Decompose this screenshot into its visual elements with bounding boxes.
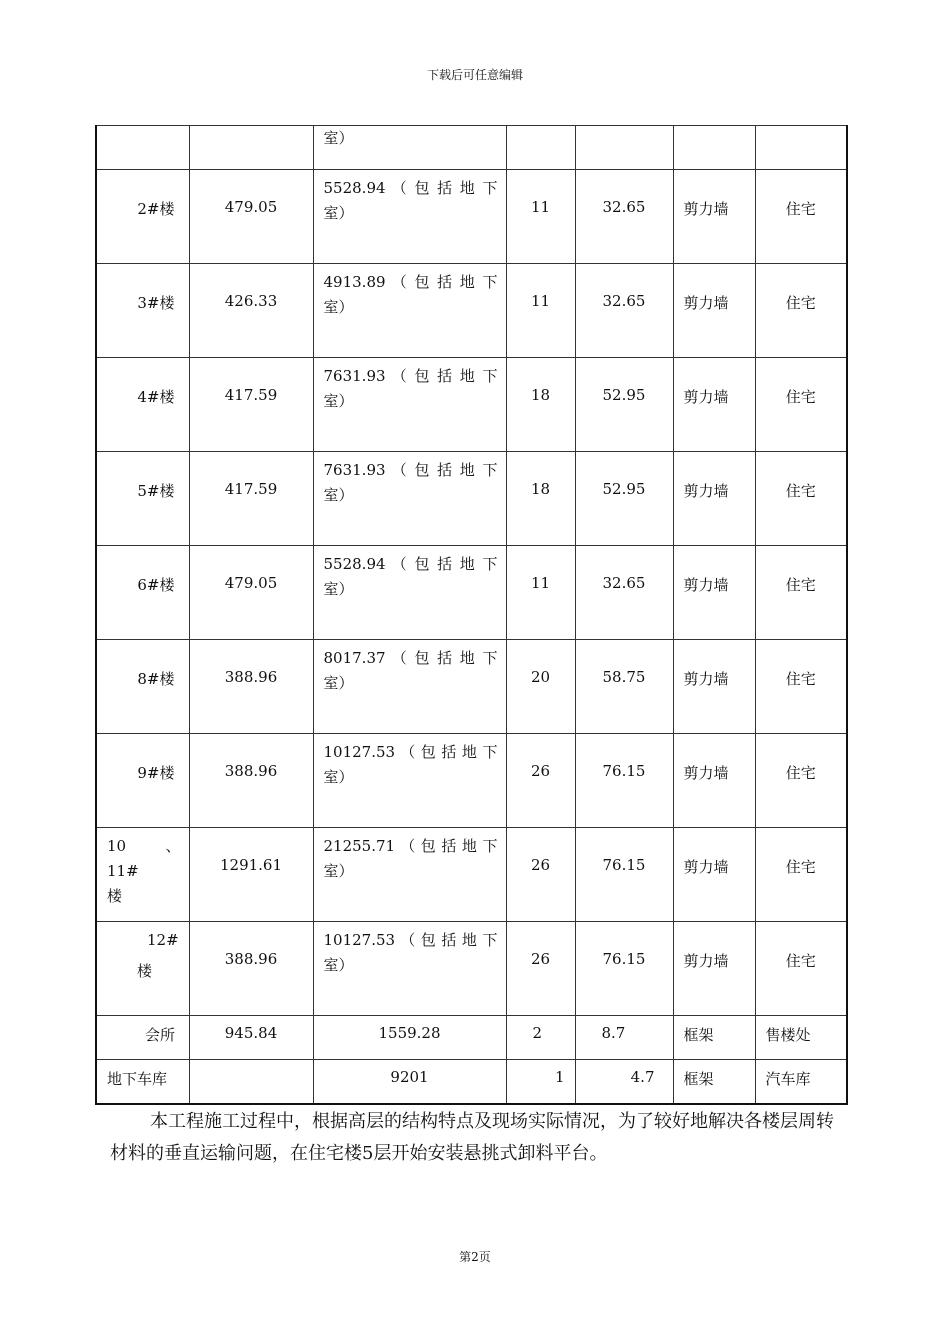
cell-use: 住宅 [785, 858, 816, 876]
cell-floors: 18 [530, 386, 551, 404]
cell-floors: 2 [532, 1024, 543, 1042]
cell-structure: 框架 [683, 1026, 714, 1044]
cell-height: 76.15 [602, 762, 646, 780]
cell-structure: 剪力墙 [683, 388, 729, 406]
cell-base-area: 945.84 [224, 1024, 278, 1042]
cell-height: 52.95 [602, 480, 646, 498]
cell-total-area [314, 734, 506, 790]
cell-use: 住宅 [785, 482, 816, 500]
table-row [96, 264, 847, 358]
cell-height: 32.65 [602, 292, 646, 310]
cell-building: 会所 [145, 1026, 176, 1044]
cell-floors: 11 [530, 574, 551, 592]
cell-total-area [314, 358, 506, 414]
cell-height: 32.65 [602, 198, 646, 216]
cell-total-area [314, 546, 506, 602]
cell-structure: 剪力墙 [683, 670, 729, 688]
cell-structure: 剪力墙 [683, 952, 729, 970]
cell-total-area [314, 264, 506, 320]
cell-base-area: 388.96 [224, 762, 278, 780]
table-row [96, 828, 847, 922]
name-line: 楼 [107, 887, 123, 905]
page-header: 下载后可任意编辑 [426, 68, 523, 82]
cell-use: 住宅 [785, 764, 816, 782]
cell-structure: 剪力墙 [683, 764, 729, 782]
page-footer: 第2页 [459, 1250, 491, 1264]
cell-building: 8#楼 [137, 670, 175, 688]
cell-base-area: 388.96 [224, 950, 278, 968]
cell-building: 地下车库 [107, 1070, 168, 1088]
area-line: 5528.94 （ 包 括 地 下 [323, 179, 498, 197]
cell-floors: 26 [530, 950, 551, 968]
table-row [96, 170, 847, 264]
cell-building: 5#楼 [137, 482, 175, 500]
area-line: 室） [323, 298, 354, 316]
cell-building [97, 922, 189, 984]
cell-height: 58.75 [602, 668, 646, 686]
area-line: 室） [323, 956, 354, 974]
area-line: 室） [323, 862, 354, 880]
area-line: 室） [323, 392, 354, 410]
body-paragraph: 本工程施工过程中，根据高层的结构特点及现场实际情况，为了较好地解决各楼层周转材料的垂直运输问题，在住宅楼5层开始安装悬挑式卸料平台。 [110, 1111, 834, 1164]
cell-total-area [314, 170, 506, 226]
cell-base-area: 426.33 [224, 292, 278, 310]
cell-total-area: 1559.28 [378, 1024, 441, 1042]
cell-structure: 框架 [683, 1070, 714, 1088]
cell-use: 住宅 [785, 294, 816, 312]
cell-height: 8.7 [601, 1024, 626, 1042]
table-row [96, 922, 847, 1016]
table-row [96, 546, 847, 640]
area-line: 10127.53 （ 包 括 地 下 [323, 931, 498, 949]
cell-total-area [314, 452, 506, 508]
cell-height: 32.65 [602, 574, 646, 592]
cell-use: 住宅 [785, 576, 816, 594]
cell-height: 76.15 [602, 856, 646, 874]
cell-structure: 剪力墙 [683, 482, 729, 500]
cell-area-tail: 室） [323, 129, 354, 147]
cell-building: 6#楼 [137, 576, 175, 594]
area-line: 室） [323, 580, 354, 598]
building-table [95, 125, 848, 1105]
cell-floors: 11 [530, 292, 551, 310]
table-row [96, 358, 847, 452]
cell-building: 2#楼 [137, 200, 175, 218]
cell-height: 52.95 [602, 386, 646, 404]
cell-floors: 26 [530, 762, 551, 780]
cell-base-area: 479.05 [224, 574, 278, 592]
cell-total-area [314, 828, 506, 884]
cell-height: 76.15 [602, 950, 646, 968]
name-line: 10 、 11# [107, 837, 181, 880]
table-row [96, 1016, 847, 1060]
area-line: 7631.93 （ 包 括 地 下 [323, 461, 498, 479]
area-line: 10127.53 （ 包 括 地 下 [323, 743, 498, 761]
cell-structure: 剪力墙 [683, 294, 729, 312]
name-line: 12# [147, 931, 179, 949]
table-row [96, 452, 847, 546]
area-line: 室） [323, 674, 354, 692]
table-row [96, 640, 847, 734]
cell-use: 住宅 [785, 670, 816, 688]
cell-structure: 剪力墙 [683, 576, 729, 594]
table-row [96, 126, 847, 170]
area-line: 4913.89 （ 包 括 地 下 [323, 273, 498, 291]
cell-use: 住宅 [785, 200, 816, 218]
table-row [96, 1060, 847, 1105]
cell-building: 9#楼 [137, 764, 175, 782]
cell-floors: 18 [530, 480, 551, 498]
cell-building: 4#楼 [137, 388, 175, 406]
cell-use: 住宅 [785, 952, 816, 970]
cell-base-area: 1291.61 [219, 856, 283, 874]
area-line: 21255.71 （ 包 括 地 下 [323, 837, 498, 855]
cell-height: 4.7 [630, 1068, 655, 1086]
cell-structure: 剪力墙 [683, 858, 729, 876]
cell-floors: 11 [530, 198, 551, 216]
cell-base-area: 417.59 [224, 386, 278, 404]
area-line: 室） [323, 204, 354, 222]
cell-base-area: 388.96 [224, 668, 278, 686]
area-line: 5528.94 （ 包 括 地 下 [323, 555, 498, 573]
area-line: 室） [323, 486, 354, 504]
cell-total-area [314, 922, 506, 978]
cell-base-area [190, 1060, 313, 1068]
cell-use: 汽车库 [765, 1070, 811, 1088]
cell-total-area [314, 640, 506, 696]
cell-total-area: 9201 [390, 1068, 429, 1086]
cell-floors: 1 [554, 1068, 565, 1086]
cell-base-area: 417.59 [224, 480, 278, 498]
area-line: 8017.37 （ 包 括 地 下 [323, 649, 498, 667]
cell-building: 3#楼 [137, 294, 175, 312]
cell-use: 住宅 [785, 388, 816, 406]
cell-use: 售楼处 [765, 1026, 811, 1044]
area-line: 室） [323, 768, 354, 786]
cell-structure: 剪力墙 [683, 200, 729, 218]
table-row [96, 734, 847, 828]
cell-floors: 20 [530, 668, 551, 686]
name-line: 楼 [137, 962, 153, 980]
area-line: 7631.93 （ 包 括 地 下 [323, 367, 498, 385]
cell-building [97, 828, 189, 909]
cell-floors: 26 [530, 856, 551, 874]
cell-base-area: 479.05 [224, 198, 278, 216]
